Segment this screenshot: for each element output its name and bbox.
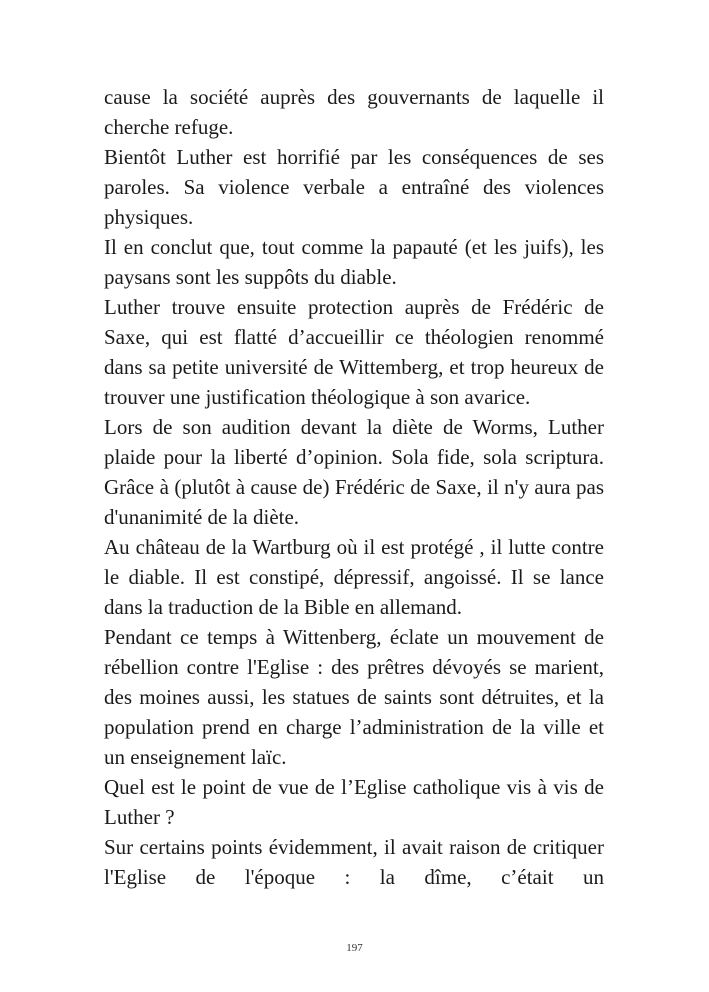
paragraph: Pendant ce temps à Wittenberg, éclate un mouvement de rébellion contre l'Eglise : des prêtres dévoyés se marient, des moines aussi, les statues de saints sont détruites, et la population prend en charge l’administration de la ville et un enseignement laïc. (104, 625, 604, 769)
paragraph: Bientôt Luther est horrifié par les conséquences de ses paroles. Sa violence verbale a entraîné des violences physiques. (104, 145, 604, 229)
paragraph: Quel est le point de vue de l’Eglise catholique vis à vis de Luther ? (104, 775, 604, 829)
paragraph: Luther trouve ensuite protection auprès de Frédéric de Saxe, qui est flatté d’accueillir ce théologien renommé dans sa petite université de Wittemberg, et trop heureux de trouver une justification théologique à son avarice. (104, 295, 604, 409)
paragraph: Il en conclut que, tout comme la papauté (et les juifs), les paysans sont les suppôts du diable. (104, 235, 604, 289)
page-number: 197 (346, 942, 363, 954)
paragraph: Au château de la Wartburg où il est protégé , il lutte contre le diable. Il est constipé, dépressif, angoissé. Il se lance dans la traduction de la Bible en allemand. (104, 535, 604, 619)
page-body (104, 82, 604, 892)
paragraph-last: Sur certains points évidemment, il avait raison de critiquer l'Eglise de l'époque : la dîme, c’était un (104, 835, 604, 889)
paragraph: cause la société auprès des gouvernants de laquelle il cherche refuge. (104, 85, 604, 139)
paragraph: Lors de son audition devant la diète de Worms, Luther plaide pour la liberté d’opinion. Sola fide, sola scriptura. Grâce à (plutôt à cause de) Frédéric de Saxe, il n'y aura pas d'unanimité de la diète. (104, 415, 604, 529)
